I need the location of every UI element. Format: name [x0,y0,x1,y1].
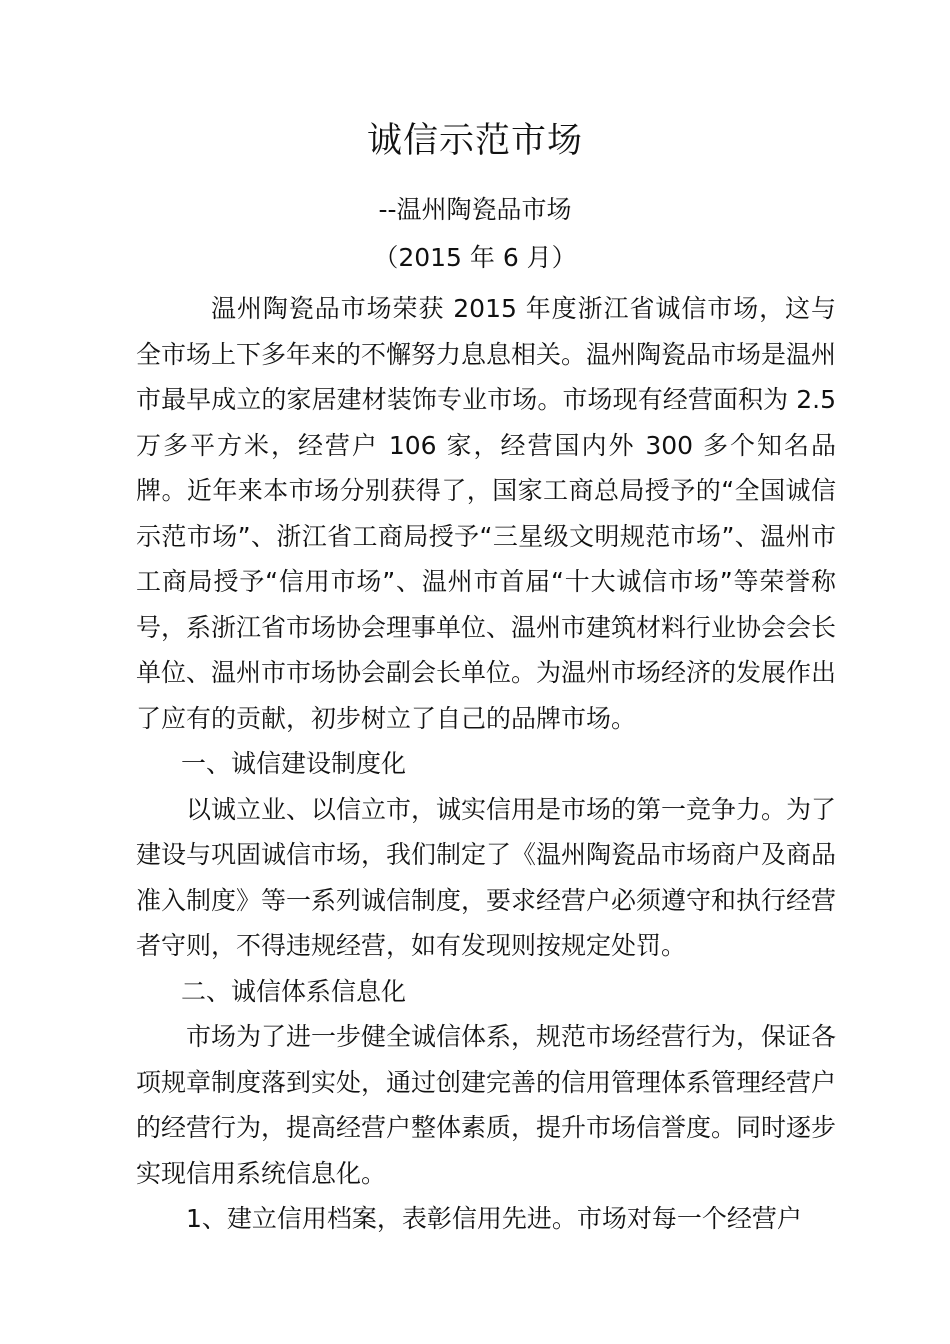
item-1-paragraph: 1、建立信用档案，表彰信用先进。市场对每一个经营户 [186,1204,802,1233]
document-date: （2015 年 6 月） [373,243,577,272]
document-title: 诚信示范市场 [366,121,583,161]
intro-paragraph: 温州陶瓷品市场荣获 2015 年度浙江省诚信市场，这与全市场上下多年来的不懈努力息息相关。温州陶瓷品市场是温州市最早成立的家居建材装饰专业市场。市场现有经营面积为 2.5 万多平方米，经营户 106 家，经营国内外 300 多个知名品牌。近年来本市场分别获得了，国家工商总局授予的“全国诚信示范市场”、浙江省工商局授予“三星级文明规范市场”、温州市工商局授予“信用市场”、温州市首届“十大诚信市场”等荣誉称号，系浙江省市场协会理事单位、温州市建筑材料行业协会会长单位、温州市市场协会副会长单位。为温州市场经济的发展作出了应有的贡献，初步树立了自己的品牌市场。 [136,294,837,733]
section-1-heading: 一、诚信建设制度化 [181,749,407,778]
document-subtitle: --温州陶瓷品市场 [378,195,572,224]
section-1-paragraph: 以诚立业、以信立市，诚实信用是市场的第一竞争力。为了建设与巩固诚信市场，我们制定了《温州陶瓷品市场商户及商品准入制度》等一系列诚信制度，要求经营户必须遵守和执行经营者守则，不得违规经营，如有发现则按规定处罚。 [136,794,837,960]
section-2-paragraph: 市场为了进一步健全诚信体系，规范市场经营行为，保证各项规章制度落到实处，通过创建完善的信用管理体系管理经营户的经营行为，提高经营户整体素质，提升市场信誉度。同时逐步实现信用系统信息化。 [136,1022,837,1188]
section-2-heading: 二、诚信体系信息化 [181,976,407,1006]
document-body [136,286,836,1242]
